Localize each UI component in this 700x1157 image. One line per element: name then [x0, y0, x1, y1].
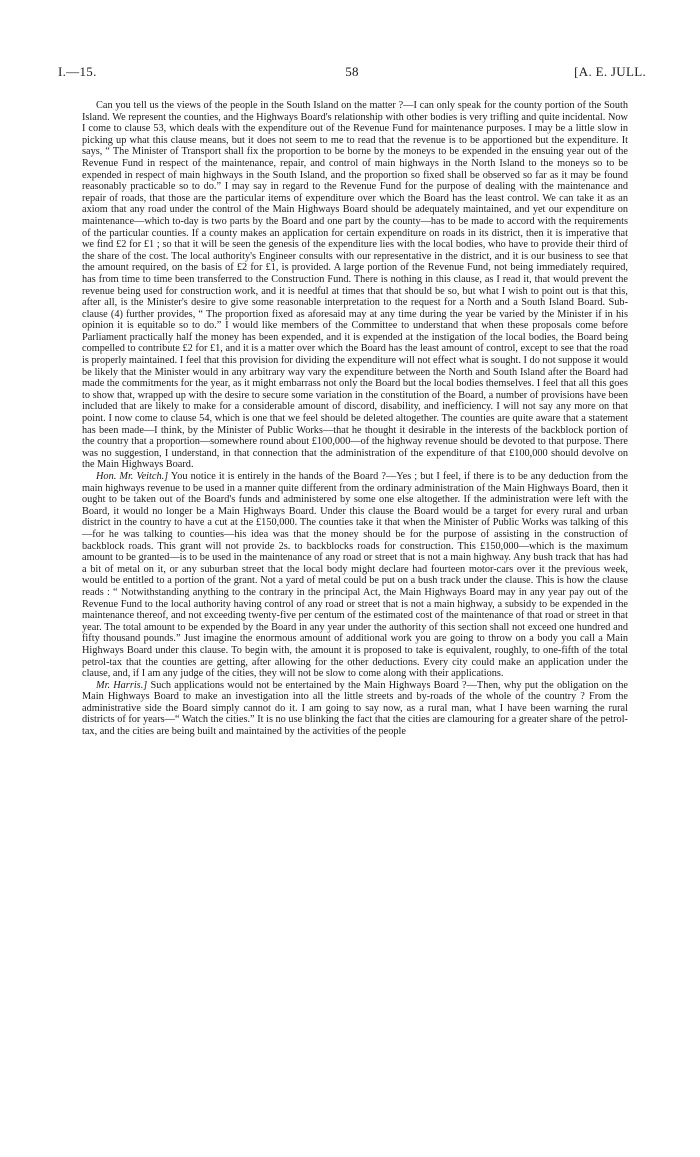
paragraph [82, 680, 628, 738]
paragraph [82, 471, 628, 680]
page-body [82, 100, 628, 738]
paragraph-text: Such applications would not be entertained by the Main Highways Board ?—Then, why put the obligation on the Main Highways Board to make an investigation into all the little streets and by-roads of the whole of the country ? From the administrative side the Board simply cannot do it. I am going to say now, as a rural man, what I have been warning the rural districts of for years—“ Watch the cities.” It is no use blinking the fact that the cities are clamouring for a greater share of the petrol-tax, and the cities are being built and maintained by the activities of the people [82, 679, 628, 738]
paragraph-text: Can you tell us the views of the people in the South Island on the matter ?—I can only speak for the county portion of the South Island. We represent the counties, and the Highways Board's relationship with other bodies is very trifling and quite incidental. Now I come to clause 53, which deals with the expenditure out of the Revenue Fund for maintenance purposes. I may be a little slow in picking up what this clause means, but it does not seem to me to read that the revenue is to be apportioned but the expenditure. It says, “ The Minister of Transport shall fix the proportion to be borne by the moneys to be expended in the ensuing year out of the Revenue Fund in respect of the maintenance, repair, and control of main highways in the North Island to the moneys so to be expended in respect of main highways in the South Island, and the proportion so fixed shall be observed so far as it may be found reasonably practicable so to do.” I may say in regard to the Revenue Fund for the purpose of dealing with the maintenance and repair of roads, that those are the particular items of expenditure over which the Board has the least control. We can take it as an axiom that any road under the control of the Main Highways Board should be adequately maintained, and yet our expenditure on maintenance—which to-day is two parts by the Board and one part by the county—has to be made to accord with the requirements of the particular counties. If a county makes an application for certain expenditure on roads in its district, then it is imperative that we find £2 for £1 ; so that it will be seen the genesis of the expenditure lies with the local bodies, who have to provide their third of the share of the cost. The local authority's Engineer consults with our representative in the district, and it is our business to see that the amount required, on the basis of £2 for £1, is provided. A large portion of the Revenue Fund, not being immediately required, has from time to time been transferred to the Construction Fund. There is nothing in this clause, as I read it, that would prevent the revenue being used for construction work, and it is needful at times that that should be so, but what I wish to point out is that this, after all, is the Minister's desire to give some reasonable interpretation to the request for a North and a South Island Board. Sub-clause (4) further provides, “ The proportion fixed as aforesaid may at any time during the year be varied by the Minister if in his opinion it is equitable so to do.” I would like members of the Committee to understand that when these proposals come before Parliament practically half the money has been expended, and it is expended at the instigation of the local bodies, the Board being compelled to contribute £2 for £1, and it is a matter over which the Board has the least amount of control, except to see that the road is properly maintained. I feel that this provision for dividing the expenditure will not effect what is sought. I do not suppose it would be likely that the Minister would in any arbitrary way vary the expenditure between the North and South Island after the Board had made the commitments for the year, as it might embarrass not only the Board but the local bodies themselves. I feel that all this goes to show that, wrapped up with the desire to secure some variation in the constitution of the Board, a number of provisions have been included that are likely to make for a considerable amount of discord, disability, and inefficiency. I will not say any more on that point. I now come to clause 54, which is one that we feel should be deleted altogether. The counties are quite aware that a statement has been made—I think, by the Minister of Public Works—that he thought it desirable in the interests of the backblock portion of the country that a proportion—somewhere round about £100,000—of the highway revenue should be devoted to that purpose. There was no suggestion, I understand, in that connection that the administration of the expenditure of that £100,000 should devolve on the Main Highways Board. [82, 100, 628, 471]
speaker-name: Mr. Harris.] [96, 679, 148, 691]
paragraph [82, 100, 628, 471]
paragraph-text: You notice it is entirely in the hands of the Board ?—Yes ; but I feel, if there is to be any deduction from the main highways revenue to be used in a manner quite different from the ordinary administration of the Main Highways Board, then it ought to be taken out of the Board's funds and administered by some one else altogether. If the administration were left with the Board, it would no longer be a Main Highways Board. Under this clause the Board would be a target for every rural and urban district in the country to have a cut at the £150,000. The counties take it that when the Minister of Public Works was talking of this—for he was talking to counties—his idea was that the money should be for the purpose of assisting in the construction of backblock roads. This grant will not provide 2s. to backblocks roads for construction. This £150,000—which is the maximum amount to be granted—is to be used in the maintenance of any road or street that is not a main highway. Any bush track that has had a bit of metal on it, or any suburban street that the local body might declare had fourteen motor-cars over it the previous week, would be entitled to a portion of the grant. Not a yard of metal could be put on a bush track under the clause. This is how the clause reads : “ Notwithstanding anything to the contrary in the principal Act, the Main Highways Board may in any year pay out of the Revenue Fund to the local authority having control of any road or street that is not a main highway, a subsidy to be expended in the maintenance thereof, and not exceeding twenty-five per centum of the estimated cost of the maintenance of that road or street in that year. The total amount to be expended by the Board in any year under the authority of this section shall not exceed one hundred and fifty thousand pounds.” Just imagine the enormous amount of additional work you are going to throw on a body you call a Main Highways Board under this clause. To begin with, the amount it is proposed to take is equivalent, roughly, to one-fifth of the total petrol-tax that the counties are getting, after allowing for the other deductions. Every city could make an application under the clause, and, if I am any judge of the cities, they will not be slow to come along with their applications. [82, 471, 628, 680]
paper-reference: I.—15. [58, 64, 97, 79]
page-number: 58 [345, 64, 359, 79]
speaker-name: Hon. Mr. Veitch.] [96, 471, 169, 482]
witness-name: [A. E. JULL. [574, 64, 646, 79]
page-header [58, 64, 646, 80]
